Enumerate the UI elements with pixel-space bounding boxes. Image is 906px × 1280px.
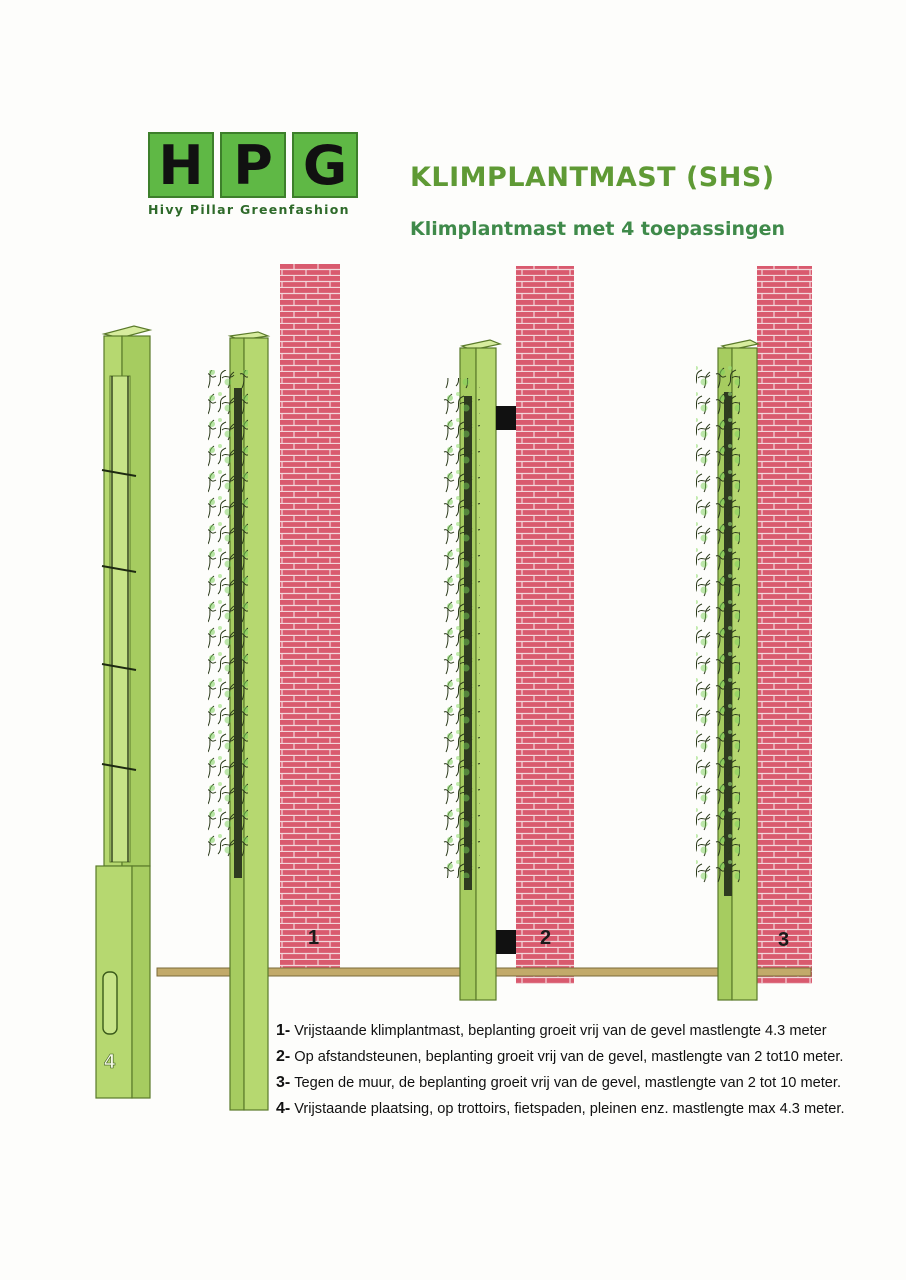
mast-3 [696,340,758,1000]
spacer-bracket-top [496,406,516,430]
note-text: Vrijstaande plaatsing, op trottoirs, fietspaden, pleinen enz. mastlengte max 4.3 meter. [294,1101,845,1117]
figure-label-3: 3 [778,929,790,951]
mast-4-freestanding [96,326,150,1098]
note-item-2 [276,1044,896,1070]
note-item-3 [276,1070,896,1096]
logo-letter-p: P [220,132,286,198]
note-text: Tegen de muur, de beplanting groeit vrij van de gevel, mastlengte van 2 tot 10 meter. [294,1075,842,1091]
mast-1 [208,332,268,1110]
brick-wall-3 [757,266,812,984]
brick-wall-1 [280,264,340,970]
note-number: 3- [276,1074,291,1091]
note-text: Op afstandsteunen, beplanting groeit vrij van de gevel, mastlengte van 2 tot10 meter. [294,1049,844,1065]
note-number: 1- [276,1022,291,1039]
note-number: 2- [276,1048,291,1065]
note-text: Vrijstaande klimplantmast, beplanting groeit vrij van de gevel mastlengte 4.3 meter [294,1023,827,1039]
note-item-4 [276,1096,896,1122]
figure-label-4: 4 [104,1051,116,1073]
brick-wall-2 [516,266,574,984]
note-number: 4- [276,1100,291,1117]
logo-letter-h: H [148,132,214,198]
note-item-1 [276,1018,896,1044]
logo-tagline: Hivy Pillar Greenfashion [148,202,350,217]
figure-label-1: 1 [308,927,320,949]
notes-list [276,1018,896,1122]
mast-2 [440,340,516,1000]
spacer-bracket-bottom [496,930,516,954]
page-subtitle: Klimplantmast met 4 toepassingen [410,218,786,240]
figure-label-2: 2 [540,927,552,949]
page-title: KLIMPLANTMAST (SHS) [410,162,775,193]
logo-letter-g: G [292,132,358,198]
